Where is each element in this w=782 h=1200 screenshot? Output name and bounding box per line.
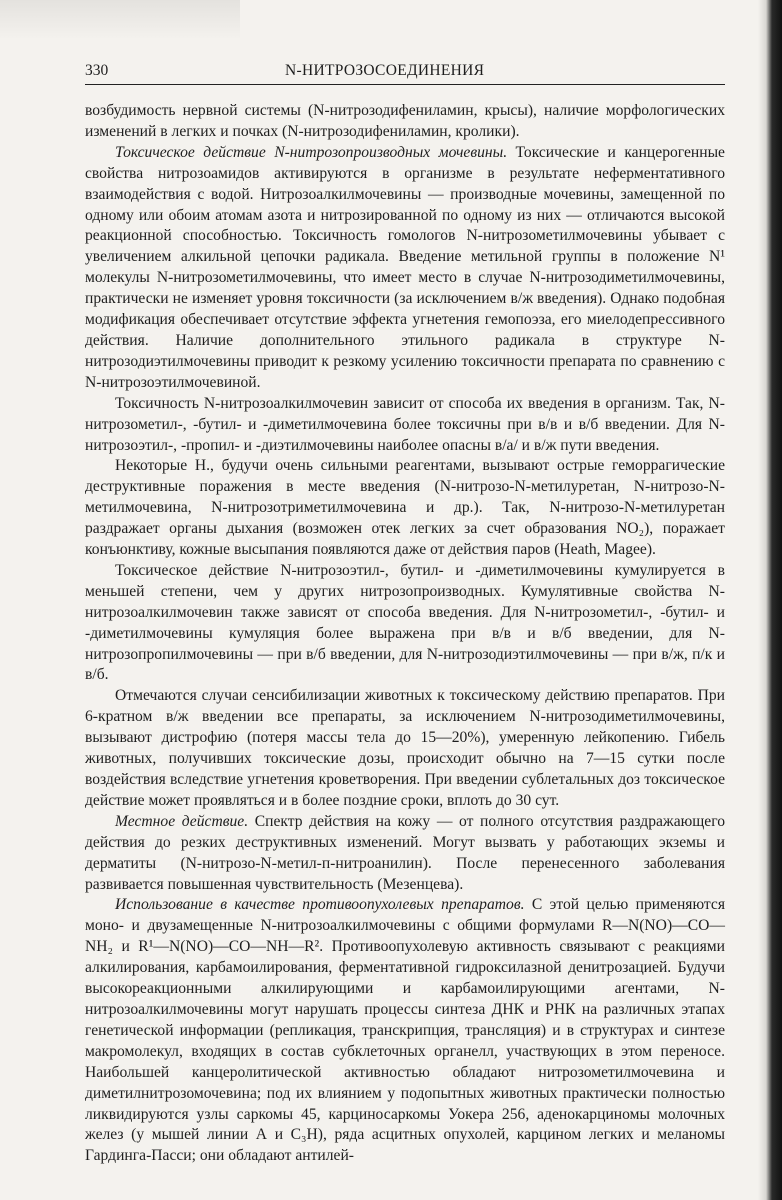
paragraph-text: Некоторые Н., будучи очень сильными реагентами, вызывают острые геморрагические деструктивные поражения в месте введения (N-нитрозо-N-метилуретан, N-нитрозо-N-метилмочевина, N-нитрозотриметилмочевина и др.). Так, N-нитрозо-N-метилуретан раздражает органы дыхания (возможен отек легких за счет образования NO₂), поражает конъюнктиву, кожные высыпания появляются даже от действия паров (Heath, Magee).: [85, 457, 725, 559]
book-page: [85, 62, 725, 1167]
scan-shadow-top: [0, 0, 240, 40]
section-heading: Местное действие.: [115, 812, 249, 830]
page-header: [85, 62, 725, 85]
paragraph-text: Токсичность N-нитрозоалкилмочевин зависит от способа их введения в организм. Так, N-нитрозометил-, -бутил- и -диметилмочевина более токсичны при в/в и в/б введении. Для N-нитрозоэтил-, -пропил- и -диэтилмочевины наиболее опасны в/а/ и в/ж пути введения.: [85, 394, 725, 454]
running-head: N-НИТРОЗОСОЕДИНЕНИЯ: [285, 62, 485, 79]
paragraph: [85, 895, 725, 1167]
page-number: 330: [85, 62, 109, 79]
paragraph: [85, 456, 725, 561]
section-heading: Использование в качестве противоопухолевых препаратов.: [115, 896, 525, 914]
scan-page-edge: [758, 0, 782, 1200]
paragraph-text: Спектр действия на кожу — от полного отсутствия раздражающего действия до резких деструктивных изменений. Могут вызвать у работающих экземы и дерматиты (N-нитрозо-N-метил-п-нитроанилин). После перенесенного заболевания развивается повышенная чувствительность (Мезенцева).: [85, 812, 725, 893]
paragraph-text: Токсические и канцерогенные свойства нитрозоамидов активируются в организме в результате неферментативного взаимодействия с водой. Нитрозоалкилмочевины — производные мочевины, замещенной по одному или обоим атомам азота и нитрозированной по одному из них — отличаются высокой реакционной способностью. Токсичность гомологов N-нитрозометилмочевины убывает с увеличением алкильной цепочки радикала. Введение метильной группы в положение N¹ молекулы N-нитрозометилмочевины, что имеет место в случае N-нитрозодиметилмочевины, практически не изменяет уровня токсичности (за исключением в/ж введения). Однако подобная модификация обеспечивает отсутствие эффекта угнетения гемопоэза, его миелодепрессивного действия. Наличие дополнительного этильного радикала в структуре N-нитрозодиэтилмочевины приводит к резкому усилению токсичности препарата по сравнению с N-нитрозоэтилмочевиной.: [85, 143, 725, 391]
paragraph-text: Токсическое действие N-нитрозоэтил-, бутил- и -диметилмочевины кумулируется в меньшей степени, чем у других нитрозопроизводных. Кумулятивные свойства N-нитрозоалкилмочевин также зависят от способа введения. Для N-нитрозометил-, -бутил- и -диметилмочевины кумуляция более выражена при в/в и в/б введении, для N-нитрозопропилмочевины — при в/б введении, для N-нитрозодиэтилмочевины — при в/ж, п/к и в/б.: [85, 561, 725, 684]
paragraph-text: возбудимость нервной системы (N-нитрозодифениламин, крысы), наличие морфологических изменений в легких и почках (N-нитрозодифениламин, кролики).: [85, 102, 725, 140]
paragraph-text: Отмечаются случаи сенсибилизации животных к токсическому действию препаратов. При 6-кратном в/ж введении все препараты, за исключением N-нитрозодиметилмочевины, вызывают дистрофию (потеря массы тела до 15—20%), умеренную лейкопению. Гибель животных, получивших токсические дозы, происходит обычно на 7—15 сутки после воздействия вследствие угнетения кроветворения. При введении сублетальных доз токсическое действие может проявляться и в более поздние сроки, вплоть до 30 сут.: [85, 687, 725, 809]
section-heading: Токсическое действие N-нитрозопроизводных мочевины.: [115, 143, 508, 161]
paragraph: [85, 101, 725, 143]
paragraph: [85, 686, 725, 811]
paragraph: [85, 812, 725, 896]
paragraph: [85, 143, 725, 394]
paragraph: [85, 561, 725, 686]
paragraph-text: С этой целью применяются моно- и двузамещенные N-нитрозоалкилмочевины с общими формулами R—N(NO)—CO—NH₂ и R¹—N(NO)—CO—NH—R². Противоопухолевую активность связывают с реакциями алкилирования, карбамоилирования, ферментативной гидроксилазной денитрозацией. Будучи высокореакционными алкилирующими и карбамоилирующими агентами, N-нитрозоалкилмочевины могут нарушать процессы синтеза ДНК и РНК на различных этапах генетической информации (репликация, транскрипция, трансляция) и в структурах и синтезе макромолекул, входящих в состав субклеточных органелл, участвующих в этом переносе. Наибольшей канцеролитической активностью обладают нитрозометилмочевина и диметилнитрозомочевина; под их влиянием у подопытных животных практически полностью ликвидируются узлы саркомы 45, карциносаркомы Уокера 256, аденокарциномы молочных желез (у мышей линии А и C₃H), ряда асцитных опухолей, карцином легких и меланомы Гардинга-Пасси; они обладают антилей-: [85, 896, 725, 1165]
body-text: [85, 101, 725, 1167]
paragraph: [85, 394, 725, 457]
